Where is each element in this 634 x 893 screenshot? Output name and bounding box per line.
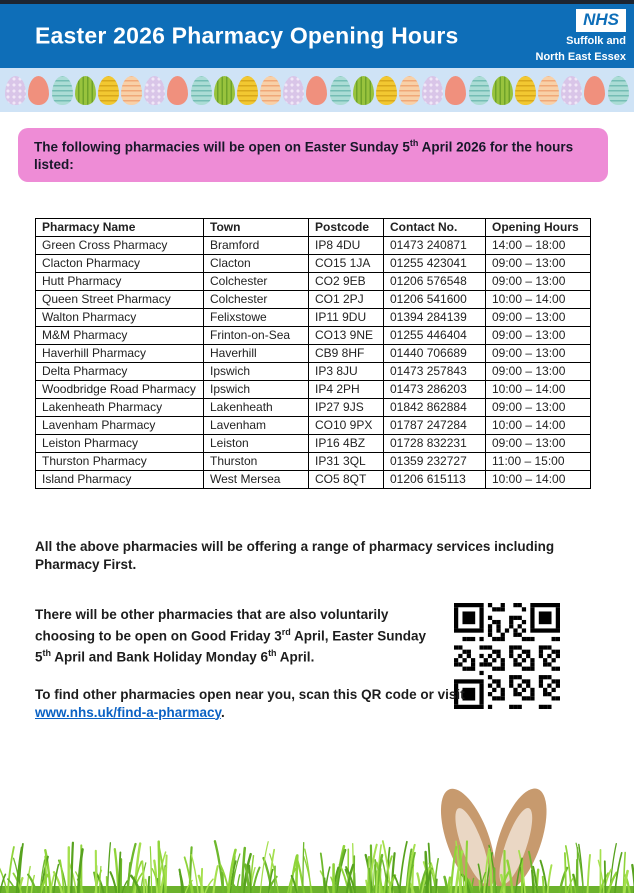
table-cell: 01728 832231 [384, 435, 486, 453]
table-cell: Felixstowe [204, 309, 309, 327]
easter-egg [5, 76, 26, 105]
table-cell: 01255 423041 [384, 255, 486, 273]
document-header [0, 4, 634, 68]
table-cell: CO5 8QT [309, 471, 384, 489]
table-cell: 01359 232727 [384, 453, 486, 471]
table-cell: Thurston [204, 453, 309, 471]
table-cell: Island Pharmacy [36, 471, 204, 489]
easter-egg [121, 76, 142, 105]
grass-decoration [0, 831, 634, 893]
table-row [36, 255, 591, 273]
table-cell: 01394 284139 [384, 309, 486, 327]
table-cell: Hutt Pharmacy [36, 273, 204, 291]
table-row [36, 435, 591, 453]
pharmacy-table [35, 218, 591, 489]
table-cell: Queen Street Pharmacy [36, 291, 204, 309]
table-cell: 09:00 – 13:00 [486, 345, 591, 363]
easter-egg [538, 76, 559, 105]
table-cell: Ipswich [204, 363, 309, 381]
easter-egg [376, 76, 397, 105]
table-cell: 10:00 – 14:00 [486, 471, 591, 489]
table-cell: Bramford [204, 237, 309, 255]
table-cell: CO2 9EB [309, 273, 384, 291]
table-cell: 01787 247284 [384, 417, 486, 435]
table-cell: 01842 862884 [384, 399, 486, 417]
easter-egg [191, 76, 212, 105]
column-header: Postcode [309, 219, 384, 237]
table-cell: 10:00 – 14:00 [486, 381, 591, 399]
easter-egg [608, 76, 629, 105]
table-cell: West Mersea [204, 471, 309, 489]
table-cell: 09:00 – 13:00 [486, 363, 591, 381]
table-cell: IP27 9JS [309, 399, 384, 417]
table-cell: Lavenham Pharmacy [36, 417, 204, 435]
table-cell: 09:00 – 13:00 [486, 399, 591, 417]
easter-egg [283, 76, 304, 105]
banner-text-after: April 2026 for the hours listed: [34, 139, 574, 172]
column-header: Pharmacy Name [36, 219, 204, 237]
org-name-line1: Suffolk and [566, 35, 626, 47]
table-cell: Green Cross Pharmacy [36, 237, 204, 255]
table-cell: 09:00 – 13:00 [486, 327, 591, 345]
easter-egg [445, 76, 466, 105]
easter-egg-strip [0, 68, 634, 112]
find-pharmacy-paragraph [35, 686, 475, 721]
info-banner [18, 128, 608, 182]
table-cell: 01473 257843 [384, 363, 486, 381]
table-cell: Leiston [204, 435, 309, 453]
table-cell: 10:00 – 14:00 [486, 291, 591, 309]
table-cell: 01440 706689 [384, 345, 486, 363]
table-header-row [36, 219, 591, 237]
easter-egg [144, 76, 165, 105]
table-cell: CO15 1JA [309, 255, 384, 273]
table-cell: Thurston Pharmacy [36, 453, 204, 471]
easter-egg [75, 76, 96, 105]
pharmacy-table-wrapper [35, 218, 591, 489]
find-text: To find other pharmacies open near you, scan this QR code or visit [35, 687, 465, 702]
table-cell: CO13 9NE [309, 327, 384, 345]
voluntary-paragraph [35, 606, 437, 666]
table-cell: 11:00 – 15:00 [486, 453, 591, 471]
table-cell: 01206 576548 [384, 273, 486, 291]
easter-egg [330, 76, 351, 105]
voluntary-text: April and Bank Holiday Monday 6 [51, 649, 269, 664]
banner-ordinal: th [409, 138, 419, 148]
ordinal-rd: rd [281, 626, 291, 637]
table-cell: 09:00 – 13:00 [486, 255, 591, 273]
table-row [36, 273, 591, 291]
table-cell: 01473 240871 [384, 237, 486, 255]
easter-egg [260, 76, 281, 105]
table-cell: Colchester [204, 273, 309, 291]
easter-egg [399, 76, 420, 105]
table-row [36, 345, 591, 363]
table-cell: 14:00 – 18:00 [486, 237, 591, 255]
table-cell: IP11 9DU [309, 309, 384, 327]
table-row [36, 309, 591, 327]
table-cell: Delta Pharmacy [36, 363, 204, 381]
table-cell: M&M Pharmacy [36, 327, 204, 345]
table-cell: Woodbridge Road Pharmacy [36, 381, 204, 399]
table-cell: 01255 446404 [384, 327, 486, 345]
easter-egg [469, 76, 490, 105]
table-row [36, 291, 591, 309]
table-cell: 01206 615113 [384, 471, 486, 489]
find-text-period: . [221, 704, 225, 720]
table-cell: Frinton-on-Sea [204, 327, 309, 345]
table-cell: IP3 8JU [309, 363, 384, 381]
column-header: Opening Hours [486, 219, 591, 237]
table-cell: Haverhill Pharmacy [36, 345, 204, 363]
table-row [36, 471, 591, 489]
easter-egg [167, 76, 188, 105]
table-cell: Lakenheath Pharmacy [36, 399, 204, 417]
table-row [36, 327, 591, 345]
nhs-link[interactable]: www.nhs.uk/find-a-pharmacy [35, 704, 222, 720]
easter-egg [306, 76, 327, 105]
table-cell: Lakenheath [204, 399, 309, 417]
easter-egg [52, 76, 73, 105]
table-cell: Leiston Pharmacy [36, 435, 204, 453]
table-cell: 09:00 – 13:00 [486, 435, 591, 453]
table-cell: 01473 286203 [384, 381, 486, 399]
column-header: Contact No. [384, 219, 486, 237]
voluntary-text: There will be other pharmacies that are also voluntarily choosing to be open on Good Friday 3 [35, 607, 389, 643]
table-cell: IP4 2PH [309, 381, 384, 399]
table-cell: 10:00 – 14:00 [486, 417, 591, 435]
table-row [36, 381, 591, 399]
table-cell: IP8 4DU [309, 237, 384, 255]
easter-egg [98, 76, 119, 105]
voluntary-text: April, Easter Sunday 5 [35, 628, 427, 664]
table-cell: Walton Pharmacy [36, 309, 204, 327]
table-cell: 01206 541600 [384, 291, 486, 309]
table-cell: Clacton [204, 255, 309, 273]
table-row [36, 237, 591, 255]
easter-egg [561, 76, 582, 105]
table-row [36, 399, 591, 417]
table-row [36, 453, 591, 471]
table-cell: IP31 3QL [309, 453, 384, 471]
table-cell: 09:00 – 13:00 [486, 309, 591, 327]
easter-egg [214, 76, 235, 105]
table-cell: CO10 9PX [309, 417, 384, 435]
easter-egg [515, 76, 536, 105]
table-cell: Clacton Pharmacy [36, 255, 204, 273]
table-row [36, 363, 591, 381]
table-cell: Haverhill [204, 345, 309, 363]
table-row [36, 417, 591, 435]
easter-egg [584, 76, 605, 105]
ordinal-th: th [42, 647, 52, 658]
org-name-line2: North East Essex [535, 51, 626, 63]
easter-egg [422, 76, 443, 105]
table-cell: CO1 2PJ [309, 291, 384, 309]
easter-egg [237, 76, 258, 105]
column-header: Town [204, 219, 309, 237]
ordinal-th: th [268, 647, 277, 658]
table-cell: IP16 4BZ [309, 435, 384, 453]
voluntary-text: April. [276, 649, 315, 664]
table-cell: CB9 8HF [309, 345, 384, 363]
table-cell: 09:00 – 13:00 [486, 273, 591, 291]
table-cell: Lavenham [204, 417, 309, 435]
page-title: Easter 2026 Pharmacy Opening Hours [35, 22, 459, 49]
table-body [36, 237, 591, 489]
easter-egg [353, 76, 374, 105]
easter-egg [28, 76, 49, 105]
table-cell: Ipswich [204, 381, 309, 399]
table-cell: Colchester [204, 291, 309, 309]
services-paragraph: All the above pharmacies will be offering a range of pharmacy services including Pharmacy First. [35, 539, 555, 572]
nhs-logo: NHS [576, 9, 626, 32]
easter-egg [492, 76, 513, 105]
nhs-logo-block [536, 9, 626, 64]
banner-text: The following pharmacies will be open on Easter Sunday 5 [34, 139, 410, 155]
